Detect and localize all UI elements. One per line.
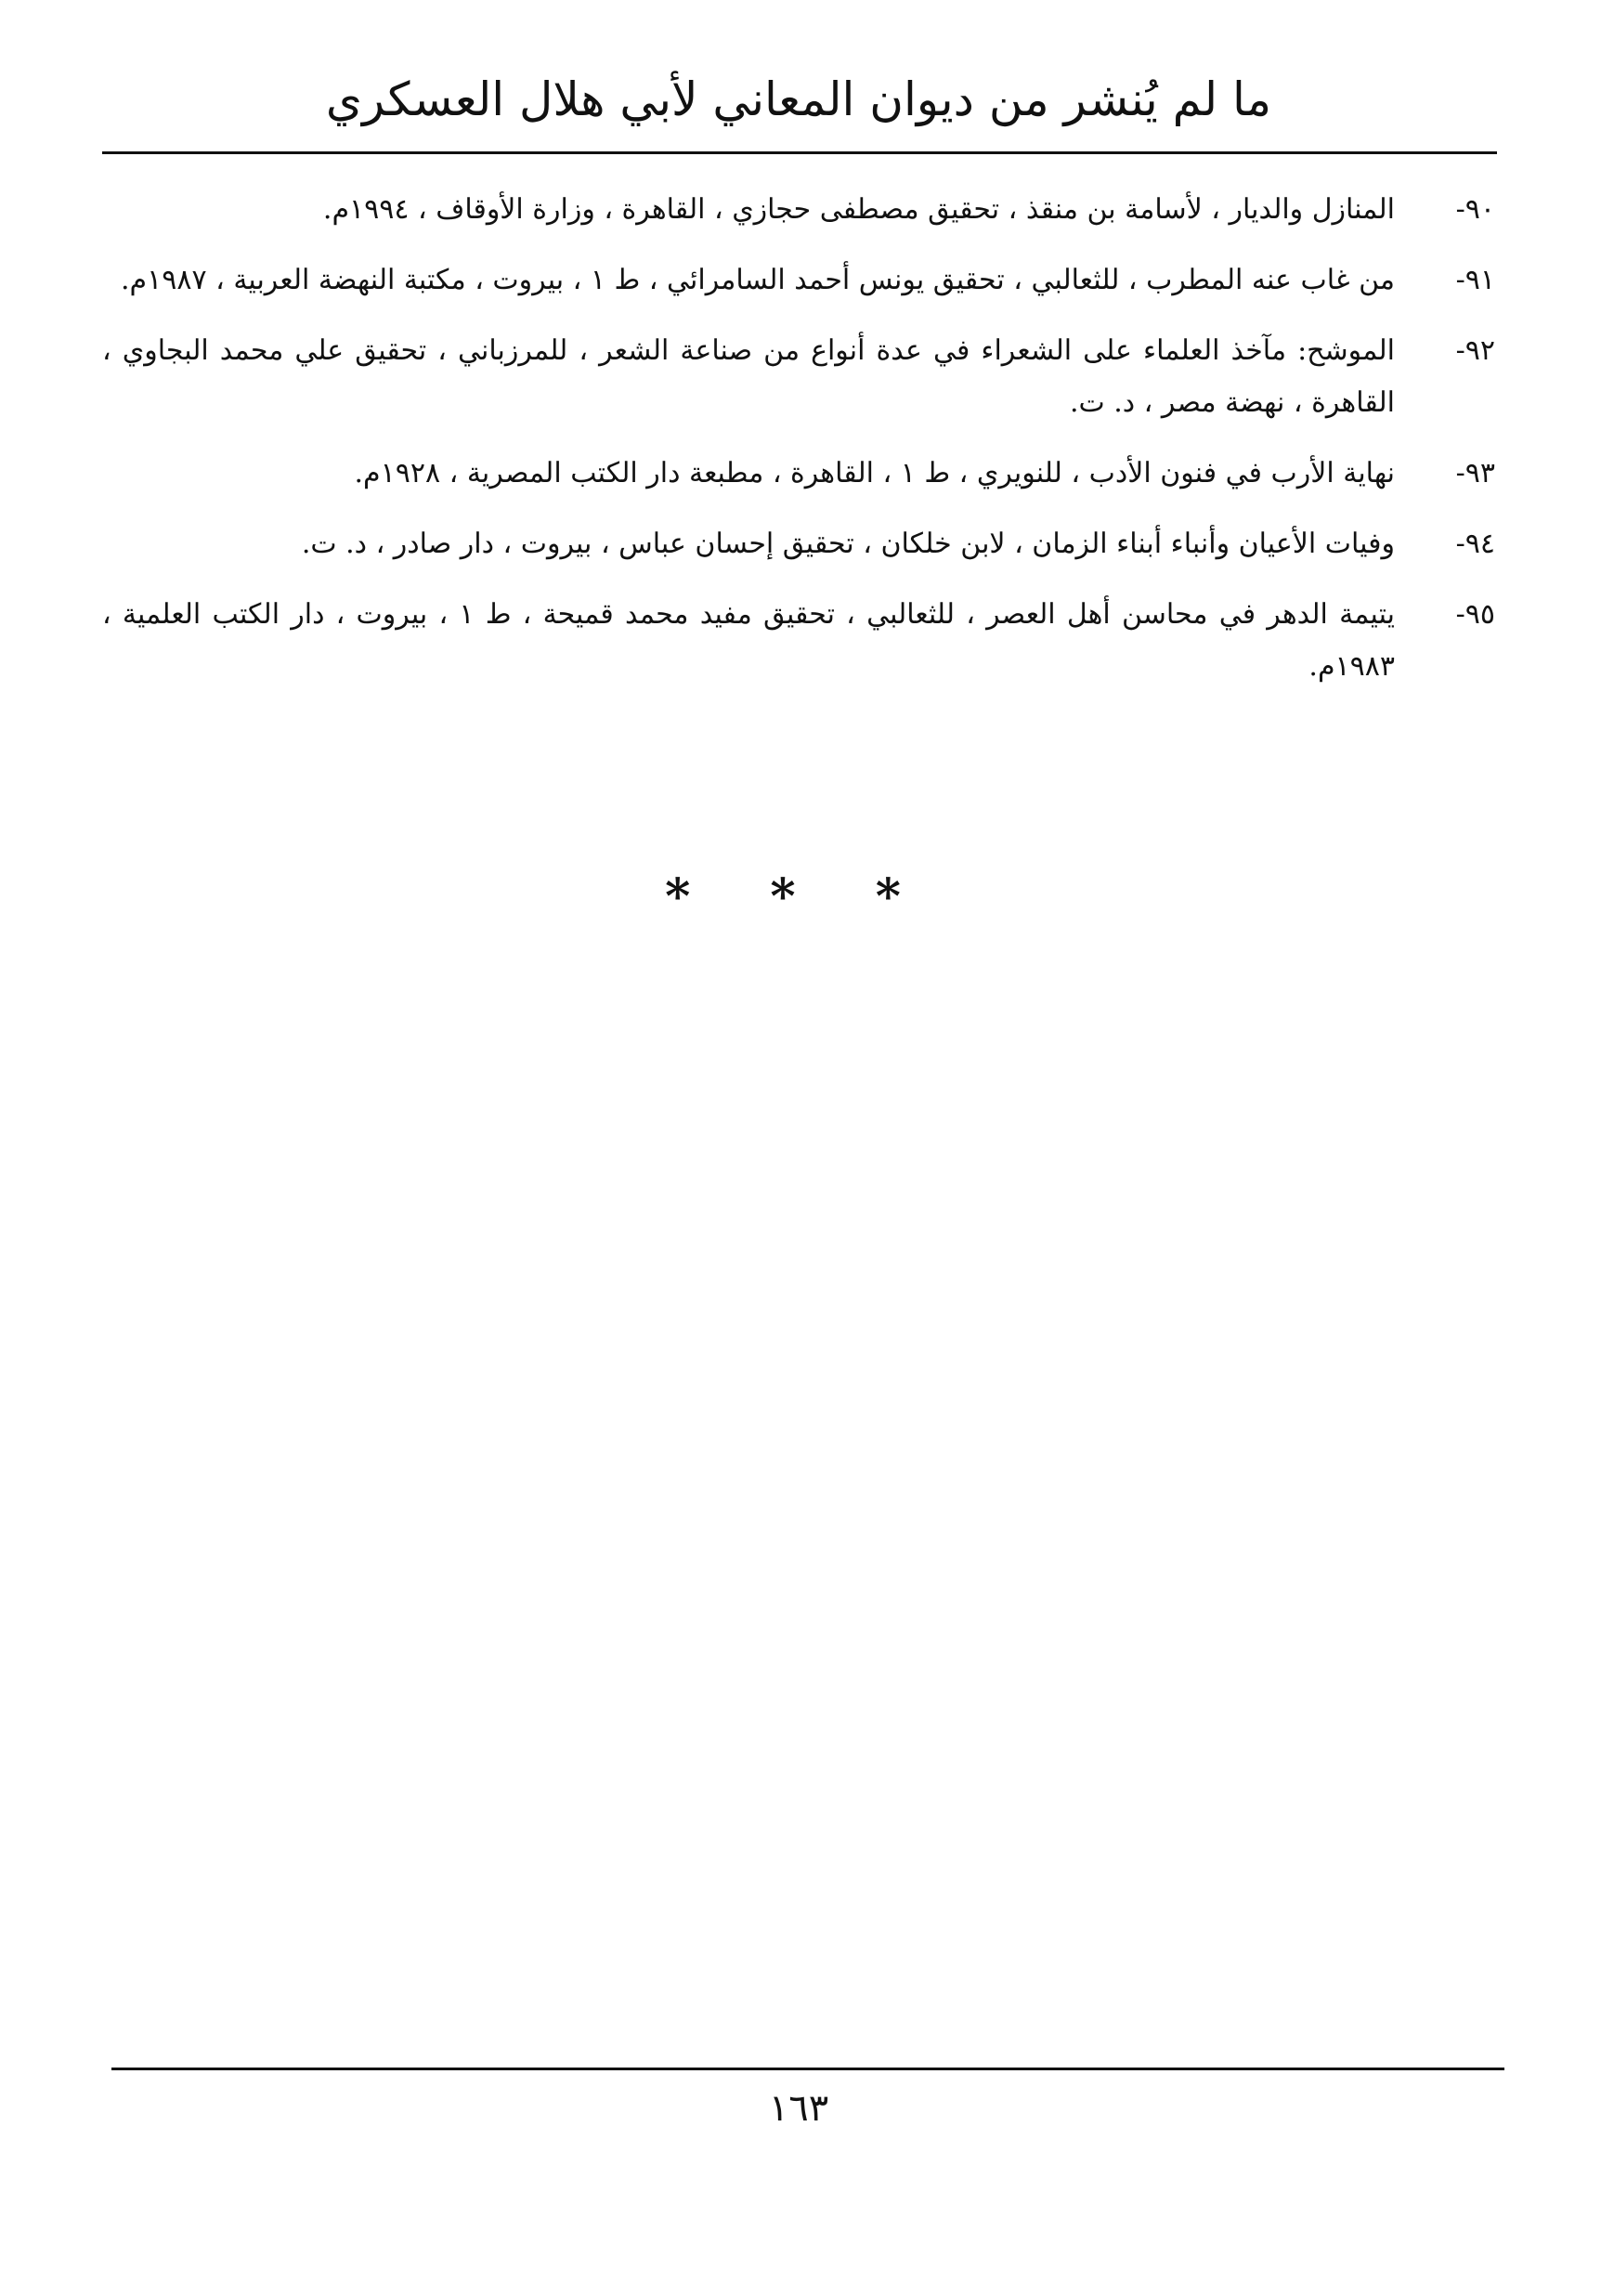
entry-text: نهاية الأرب في فنون الأدب ، للنويري ، ط ١ ، القاهرة ، مطبعة دار الكتب المصرية ، ١٩٢٨م. (354, 457, 1395, 489)
entry-number: ٩١- (1455, 264, 1495, 296)
header-rule (102, 151, 1497, 154)
bibliography-entry-94 (102, 518, 1495, 570)
entry-number: ٩٤- (1455, 528, 1495, 560)
entry-text: المنازل والديار ، لأسامة بن منقذ ، تحقيق مصطفى حجازي ، القاهرة ، وزارة الأوقاف ، ١٩٩٤م. (322, 193, 1395, 226)
bibliography-entry-91 (102, 254, 1495, 307)
bibliography-list (102, 184, 1495, 711)
entry-number: ٩٠- (1455, 193, 1495, 226)
running-header: ما لم يُنشر من ديوان المعاني لأبي هلال العسكري (325, 72, 1272, 126)
entry-number: ٩٣- (1455, 457, 1495, 489)
section-end-asterisks: * * * (665, 868, 932, 925)
bibliography-entry-90 (102, 184, 1495, 236)
bibliography-entry-93 (102, 448, 1495, 500)
entry-text: من غاب عنه المطرب ، للثعالبي ، تحقيق يونس أحمد السامرائي ، ط ١ ، بيروت ، مكتبة النهضة العربية ، ١٩٨٧م. (120, 264, 1395, 296)
entry-number: ٩٥- (1455, 598, 1495, 631)
bibliography-entry-92 (102, 325, 1495, 429)
entry-text: وفيات الأعيان وأنباء أبناء الزمان ، لابن خلكان ، تحقيق إحسان عباس ، بيروت ، دار صادر ، د. ت. (301, 528, 1395, 560)
entry-text: الموشح: مآخذ العلماء على الشعراء في عدة أنواع من صناعة الشعر ، للمرزباني ، تحقيق علي محمد البجاوي ، القاهرة ، نهضة مصر ، د. ت. (102, 334, 1395, 419)
entry-number: ٩٢- (1455, 334, 1495, 367)
bibliography-entry-95 (102, 589, 1495, 693)
footer-rule (111, 2068, 1504, 2070)
entry-text: يتيمة الدهر في محاسن أهل العصر ، للثعالبي ، تحقيق مفيد محمد قميحة ، ط ١ ، بيروت ، دار الكتب العلمية ، ١٩٨٣م. (102, 598, 1395, 683)
page-number: ١٦٣ (768, 2087, 829, 2130)
